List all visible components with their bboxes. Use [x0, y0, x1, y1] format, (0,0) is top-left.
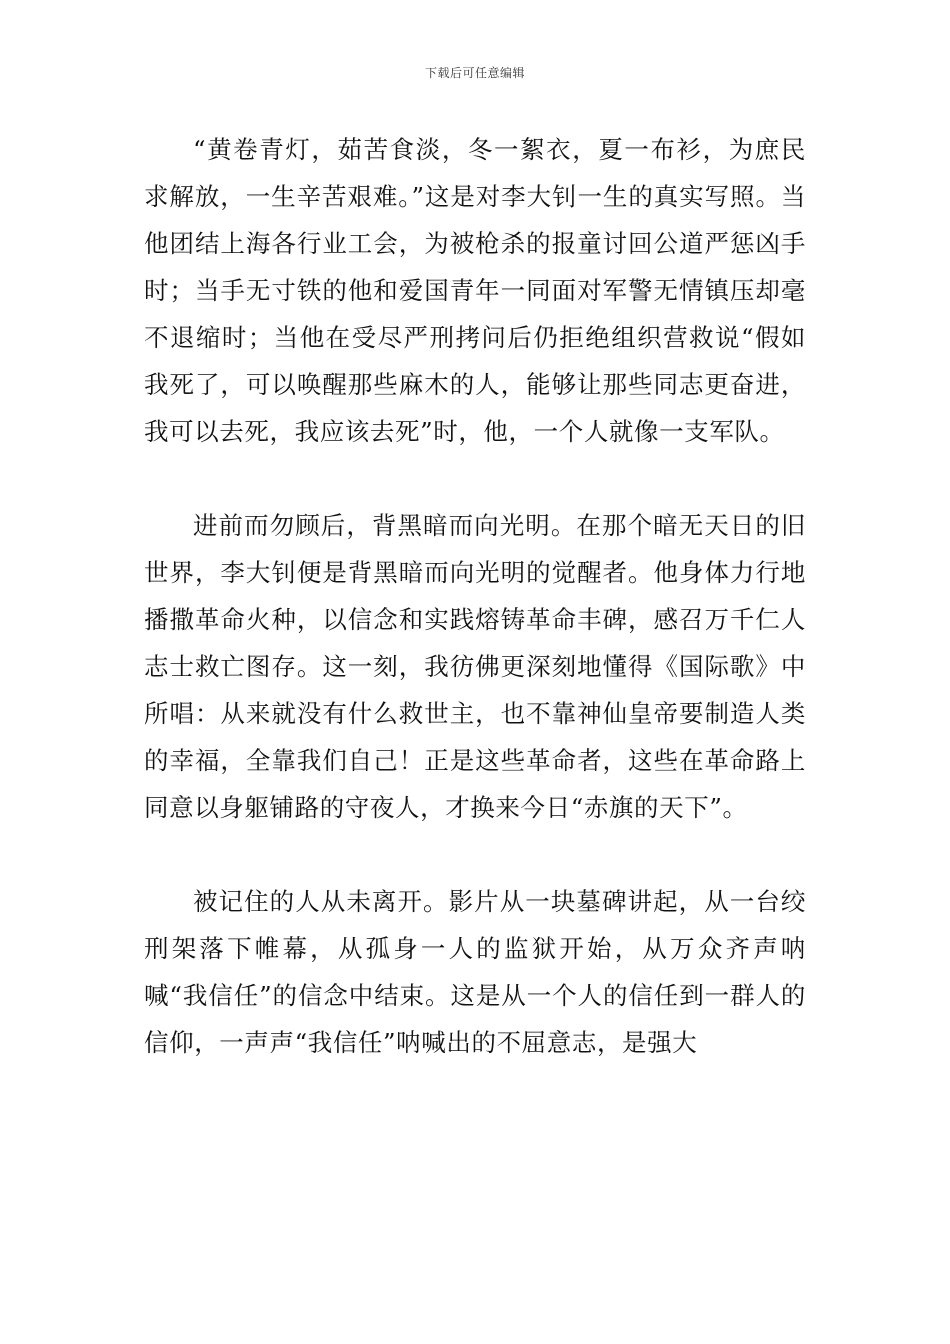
page-header-note: 下载后可任意编辑 — [424, 66, 525, 80]
paragraph-3: 被记住的人从未离开。影片从一块墓碑讲起，从一台绞刑架落下帷幕，从孤身一人的监狱开始，从万众齐声呐喊“我信任”的信念中结束。这是从一个人的信任到一群人的信仰，一声声“我信任”呐喊出的不屈意志，是强大 — [144, 887, 806, 1057]
paragraph-spacer — [144, 455, 806, 502]
document-body — [144, 126, 806, 1066]
paragraph-1: “黄卷青灯，茹苦食淡，冬一絮衣，夏一布衫，为庶民求解放，一生辛苦艰难。”这是对李大钊一生的真实写照。当他团结上海各行业工会，为被枪杀的报童讨回公道严惩凶手时；当手无寸铁的他和爱国青年一同面对军警无情镇压却毫不退缩时；当他在受尽严刑拷问后仍拒绝组织营救说“假如我死了，可以唤醒那些麻木的人，能够让那些同志更奋进，我可以去死，我应该去死”时，他，一个人就像一支军队。 — [144, 135, 806, 446]
paragraph-spacer — [144, 831, 806, 878]
paragraph-2: 进前而勿顾后，背黑暗而向光明。在那个暗无天日的旧世界，李大钊便是背黑暗而向光明的觉醒者。他身体力行地播撒革命火种，以信念和实践熔铸革命丰碑，感召万千仁人志士救亡图存。这一刻，我彷佛更深刻地懂得《国际歌》中所唱：从来就没有什么救世主，也不靠神仙皇帝要制造人类的幸福，全靠我们自己！正是这些革命者，这些在革命路上同意以身躯铺路的守夜人，才换来今日“赤旗的天下”。 — [144, 511, 806, 822]
